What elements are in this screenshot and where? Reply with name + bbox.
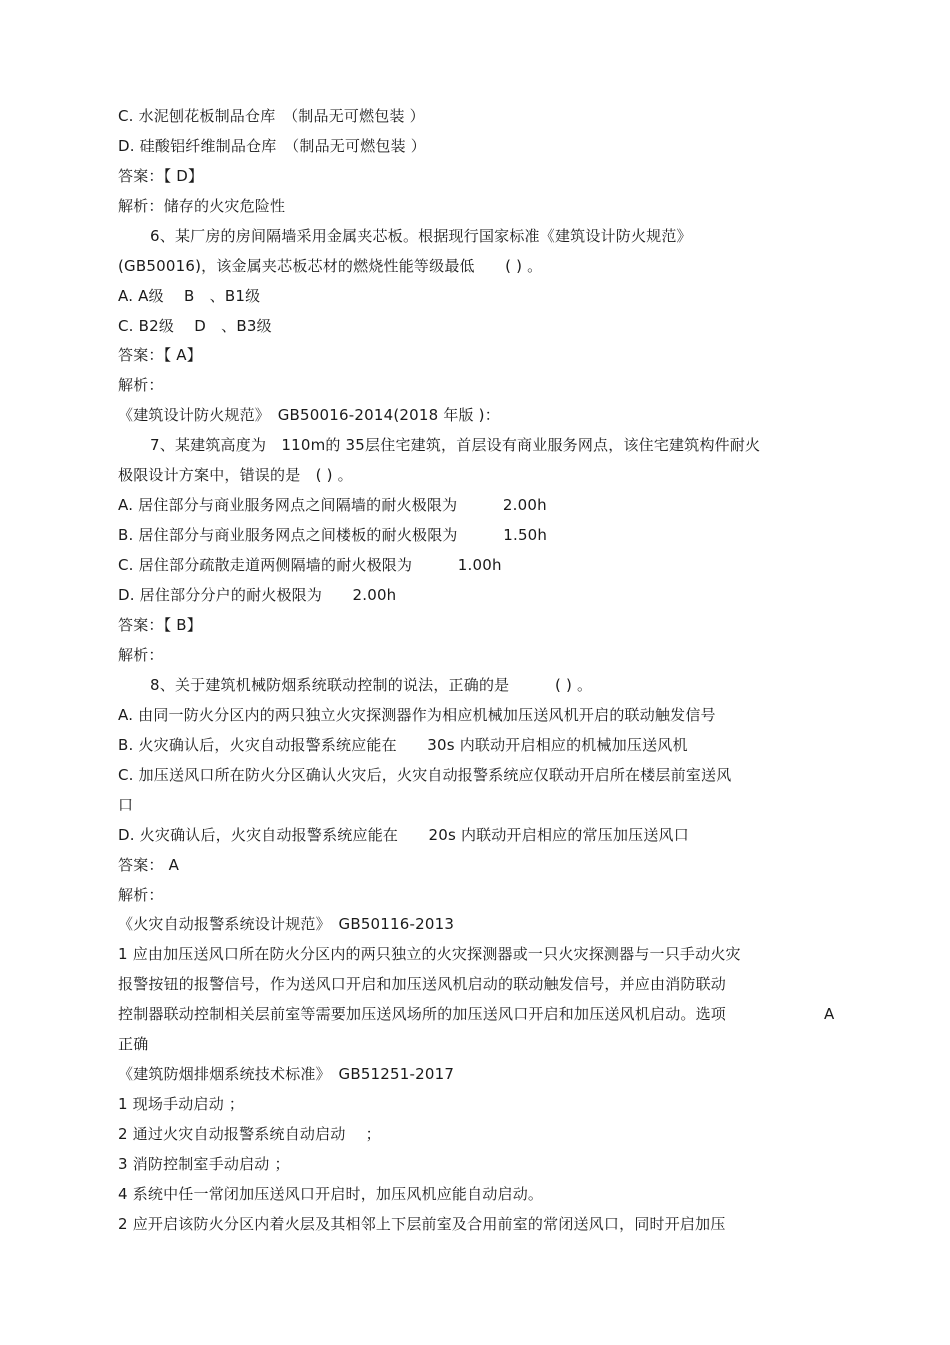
- reference-line: 《建筑防烟排烟系统技术标准》 GB51251-2017: [118, 1065, 455, 1083]
- text-line: C. 水泥刨花板制品仓库 （制品无可燃包装 ）: [118, 107, 425, 125]
- reference-line: 《建筑设计防火规范》 GB50016-2014(2018 年版 )：: [118, 406, 500, 424]
- list-item: 4 系统中任一常闭加压送风口开启时，加压风机应能自动启动。: [118, 1185, 544, 1203]
- text-line: 控制器联动控制相关层前室等需要加压送风场所的加压送风口开启和加压送风机启动。选项: [118, 1005, 727, 1023]
- text-line: 极限设计方案中，错误的是 ( ) 。: [118, 466, 353, 484]
- list-item: 2 应开启该防火分区内着火层及其相邻上下层前室及合用前室的常闭送风口，同时开启加压: [118, 1215, 726, 1233]
- question-6: 6、某厂房的房间隔墙采用金属夹芯板。根据现行国家标准《建筑设计防火规范》: [150, 227, 692, 245]
- analysis-line: 解析：: [118, 646, 164, 664]
- option-line: B. 火灾确认后，火灾自动报警系统应能在 30s 内联动开启相应的机械加压送风机: [118, 736, 688, 754]
- answer-line: 答案：【 A】: [118, 346, 202, 364]
- analysis-line: 解析：: [118, 376, 164, 394]
- reference-line: 《火灾自动报警系统设计规范》 GB50116-2013: [118, 915, 455, 933]
- text-line: 口: [118, 796, 134, 814]
- option-line: C. B2级 D 、B3级: [118, 317, 272, 335]
- option-line: D. 火灾确认后，火灾自动报警系统应能在 20s 内联动开启相应的常压加压送风口: [118, 826, 689, 844]
- text-line: D. 硅酸铝纤维制品仓库 （制品无可燃包装 ）: [118, 137, 426, 155]
- answer-line: 答案：【 B】: [118, 616, 202, 634]
- option-line: A. A级 B 、B1级: [118, 287, 261, 305]
- option-line: B. 居住部分与商业服务网点之间楼板的耐火极限为 1.50h: [118, 526, 548, 544]
- question-7: 7、某建筑高度为 110m的 35层住宅建筑，首层设有商业服务网点，该住宅建筑构件耐火: [150, 436, 761, 454]
- option-a-label: A: [824, 1005, 835, 1023]
- analysis-line: 解析：储存的火灾危险性: [118, 197, 286, 215]
- text-line: (GB50016)，该金属夹芯板芯材的燃烧性能等级最低 ( ) 。: [118, 257, 543, 275]
- text-line: 报警按钮的报警信号，作为送风口开启和加压送风机启动的联动触发信号，并应由消防联动: [118, 975, 727, 993]
- text-line: 正确: [118, 1035, 149, 1053]
- answer-line: 答案： A: [118, 856, 180, 874]
- analysis-line: 解析：: [118, 886, 164, 904]
- answer-line: 答案：【 D】: [118, 167, 204, 185]
- option-line: A. 居住部分与商业服务网点之间隔墙的耐火极限为 2.00h: [118, 496, 547, 514]
- list-item: 2 通过火灾自动报警系统自动启动 ；: [118, 1125, 381, 1143]
- option-line: A. 由同一防火分区内的两只独立火灾探测器作为相应机械加压送风机开启的联动触发信号: [118, 706, 716, 724]
- option-line: C. 居住部分疏散走道两侧隔墙的耐火极限为 1.00h: [118, 556, 502, 574]
- list-item: 1 现场手动启动 ；: [118, 1095, 245, 1113]
- question-8: 8、关于建筑机械防烟系统联动控制的说法，正确的是 ( ) 。: [150, 676, 593, 694]
- option-line: D. 居住部分分户的耐火极限为 2.00h: [118, 586, 397, 604]
- text-line: 1 应由加压送风口所在防火分区内的两只独立的火灾探测器或一只火灾探测器与一只手动火灾: [118, 945, 741, 963]
- list-item: 3 消防控制室手动启动 ；: [118, 1155, 290, 1173]
- option-line: C. 加压送风口所在防火分区确认火灾后，火灾自动报警系统应仅联动开启所在楼层前室送风: [118, 766, 732, 784]
